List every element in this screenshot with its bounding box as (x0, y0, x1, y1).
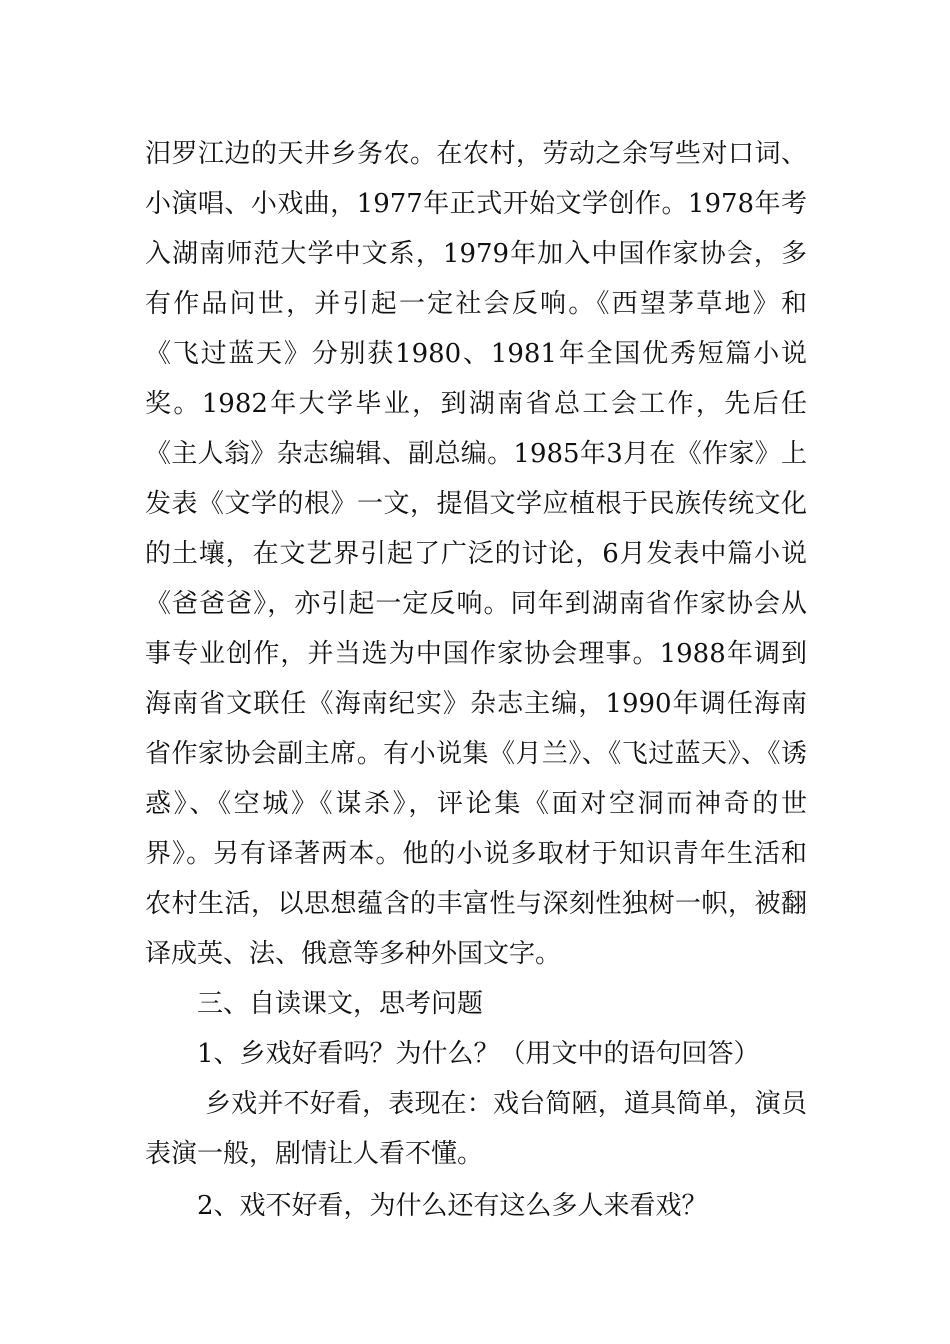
section-heading: 三、自读课文，思考问题 (197, 989, 484, 1019)
author-bio-paragraph: 汨罗江边的天井乡务农。在农村，劳动之余写些对口词、小演唱、小戏曲，1977年正式开始文学创作。1978年考入湖南师范大学中文系，1979年加入中国作家协会，多有作品问世，并引起一定社会反响。《西望茅草地》和《飞过蓝天》分别获1980、1981年全国优秀短篇小说奖。1982年大学毕业，到湖南省总工会工作，先后任《主人翁》杂志编辑、副总编。1985年3月在《作家》上发表《文学的根》一文，提倡文学应植根于民族传统文化的土壤，在文艺界引起了广泛的讨论，6月发表中篇小说《爸爸爸》，亦引起一定反响。同年到湖南省作家协会从事专业创作，并当选为中国作家协会理事。1988年调到海南省文联任《海南纪实》杂志主编，1990年调任海南省作家协会副主席。有小说集《月兰》、《飞过蓝天》、《诱惑》、《空城》《谋杀》，评论集《面对空洞而神奇的世界》。另有译著两本。他的小说多取材于知识青年生活和农村生活，以思想蕴含的丰富性与深刻性独树一帜，被翻译成英、法、俄意等多种外国文字。 (145, 139, 807, 969)
answer-1: 乡戏并不好看，表现在：戏台简陋，道具简单，演员表演一般，剧情让人看不懂。 (145, 1089, 807, 1169)
question-2: 2、戏不好看，为什么还有这么多人来看戏？ (197, 1191, 708, 1221)
question-1: 1、乡戏好看吗？为什么？（用文中的语句回答） (197, 1039, 760, 1069)
document-body (145, 129, 807, 1231)
